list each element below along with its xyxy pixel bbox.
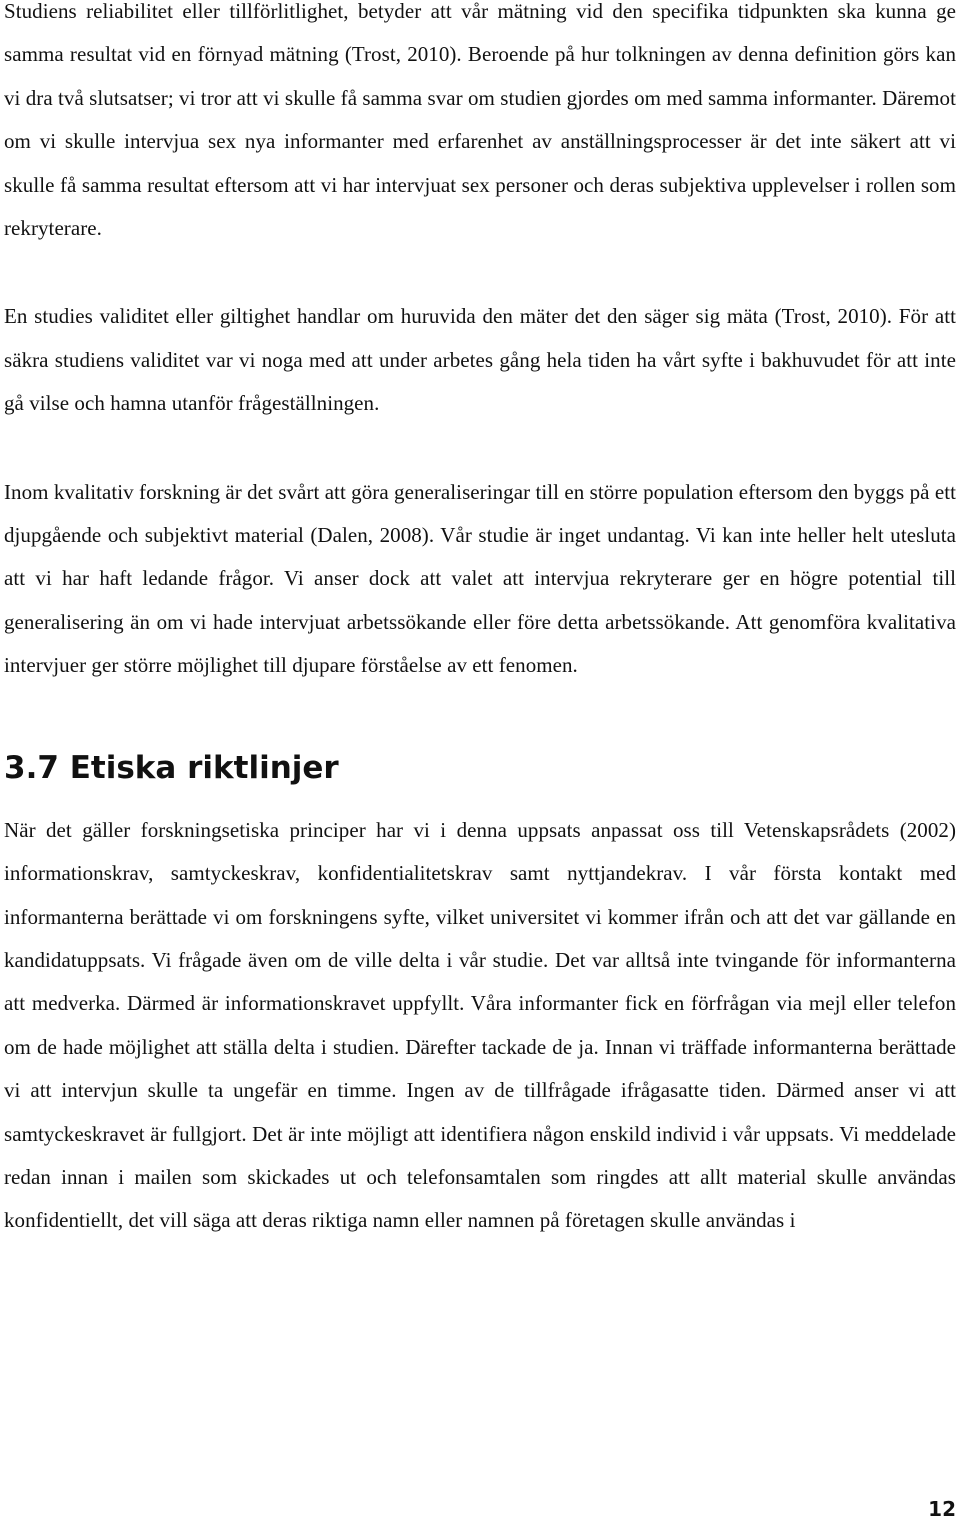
document-body bbox=[4, 0, 956, 1243]
section-heading: 3.7 Etiska riktlinjer bbox=[4, 749, 339, 786]
paragraph-generalization: Inom kvalitativ forskning är det svårt att göra generaliseringar till en större population eftersom den byggs på ett djupgående och subjektivt material (Dalen, 2008). Vår studie är inget undantag. Vi kan inte heller helt utesluta att vi har haft ledande frågor. Vi anser dock att valet att intervjua rekryterare ger en högre potential till generalisering än om vi hade intervjuat arbetssökande eller före detta arbetssökande. Att genomföra kvalitativa intervjuer ger större möjlighet till djupare förståelse av ett fenomen. bbox=[4, 479, 956, 678]
paragraph-ethics: När det gäller forskningsetiska principer har vi i denna uppsats anpassat oss till Vetenskapsrådets (2002) informationskrav, samtyckeskrav, konfidentialitetskrav samt nyttjandekrav. I vår första kontakt med informanterna berättade vi om forskningens syfte, vilket universitet vi kommer ifrån och att det var gällande en kandidatuppsats. Vi frågade även om de ville delta i vår studie. Det var alltså inte tvingande för informanterna att medverka. Därmed är informationskravet uppfyllt. Våra informanter fick en förfrågan via mejl eller telefon om de hade möjlighet att ställa delta i studien. Därefter tackade de ja. Innan vi träffade informanterna berättade vi att intervjun skulle ta ungefär en timme. Ingen av de tillfrågade ifrågasatte tiden. Därmed anser vi att samtyckeskravet är fullgjort. Det är inte möjligt att identifiera någon enskild individ i vår uppsats. Vi meddelade redan innan i mailen som skickades ut och telefonsamtalen som ringdes att allt material skulle användas konfidentiellt, det vill säga att deras riktiga namn eller namnen på företagen skulle användas i bbox=[4, 817, 956, 1233]
paragraph-validity: En studies validitet eller giltighet handlar om huruvida den mäter det den säger sig mäta (Trost, 2010). För att säkra studiens validitet var vi noga med att under arbetes gång hela tiden ha vårt syfte i bakhuvudet för att inte gå vilse och hamna utanför frågeställningen. bbox=[4, 304, 956, 416]
paragraph-reliability: Studiens reliabilitet eller tillförlitlighet, betyder att vår mätning vid den specifika tidpunkten ska kunna ge samma resultat vid en förnyad mätning (Trost, 2010). Beroende på hur tolkningen av denna definition görs kan vi dra två slutsatser; vi tror att vi skulle få samma svar om studien gjordes om med samma informanter. Däremot om vi skulle intervjua sex nya informanter med erfarenhet av anställningsprocesser är det inte säkert att vi skulle få samma resultat eftersom att vi har intervjuat sex personer och deras subjektiva upplevelser i rollen som rekryterare. bbox=[4, 0, 956, 241]
page-number: 12 bbox=[928, 1497, 956, 1521]
